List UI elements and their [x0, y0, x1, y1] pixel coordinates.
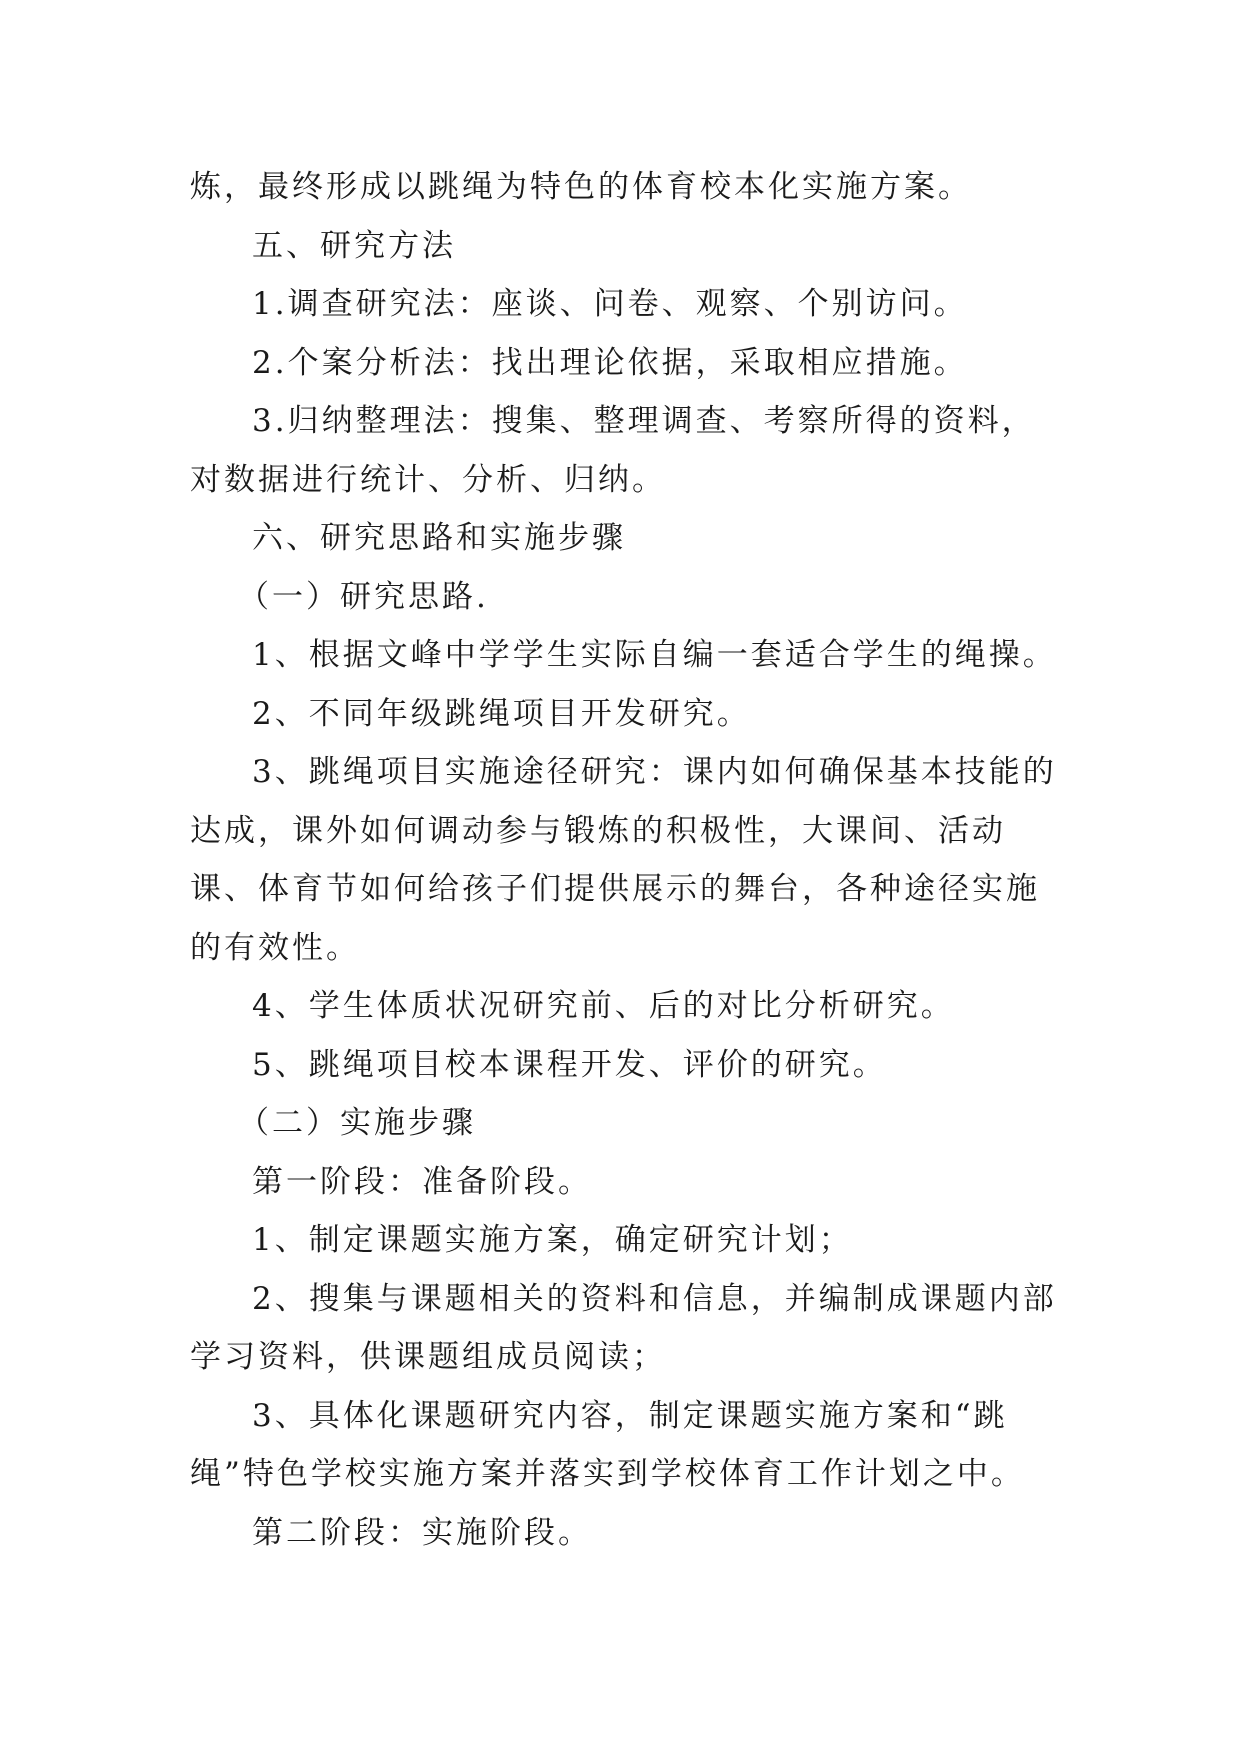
document-body	[190, 158, 1060, 1562]
approach-item-5: 5、跳绳项目校本课程开发、评价的研究。	[252, 1046, 887, 1083]
stage-heading-2: 第二阶段：实施阶段。	[252, 1514, 592, 1551]
subsection-heading-implementation-steps: （二）实施步骤	[238, 1105, 476, 1141]
stage-1-item-1: 1、制定课题实施方案，确定研究计划；	[252, 1222, 853, 1258]
section-heading-research-methods: 五、研究方法	[252, 227, 456, 264]
section-heading-research-approach: 六、研究思路和实施步骤	[252, 520, 626, 556]
method-item-1: 1.调查研究法：座谈、问卷、观察、个别访问。	[252, 286, 968, 322]
stage-heading-1: 第一阶段：准备阶段。	[252, 1163, 592, 1200]
stage-1-item-3: 3、具体化课题研究内容，制定课题实施方案和“跳绳”特色学校实施方案并落实到学校体育工作计划之中。	[190, 1397, 1025, 1492]
method-item-2: 2.个案分析法：找出理论依据，采取相应措施。	[252, 344, 968, 381]
stage-1-item-2: 2、搜集与课题相关的资料和信息，并编制成课题内部学习资料，供课题组成员阅读；	[190, 1280, 1057, 1375]
approach-item-2: 2、不同年级跳绳项目开发研究。	[252, 695, 751, 732]
method-item-3: 3.归纳整理法：搜集、整理调查、考察所得的资料，对数据进行统计、分析、归纳。	[190, 403, 1036, 498]
paragraph-continuation: 炼，最终形成以跳绳为特色的体育校本化实施方案。	[190, 169, 972, 205]
approach-item-1: 1、根据文峰中学学生实际自编一套适合学生的绳操。	[252, 637, 1057, 673]
approach-item-4: 4、学生体质状况研究前、后的对比分析研究。	[252, 988, 955, 1024]
approach-item-3: 3、跳绳项目实施途径研究：课内如何确保基本技能的达成，课外如何调动参与锻炼的积极性，大课间、活动课、体育节如何给孩子们提供展示的舞台，各种途径实施的有效性。	[190, 754, 1057, 966]
subsection-heading-research-approach: （一）研究思路.	[238, 578, 489, 615]
